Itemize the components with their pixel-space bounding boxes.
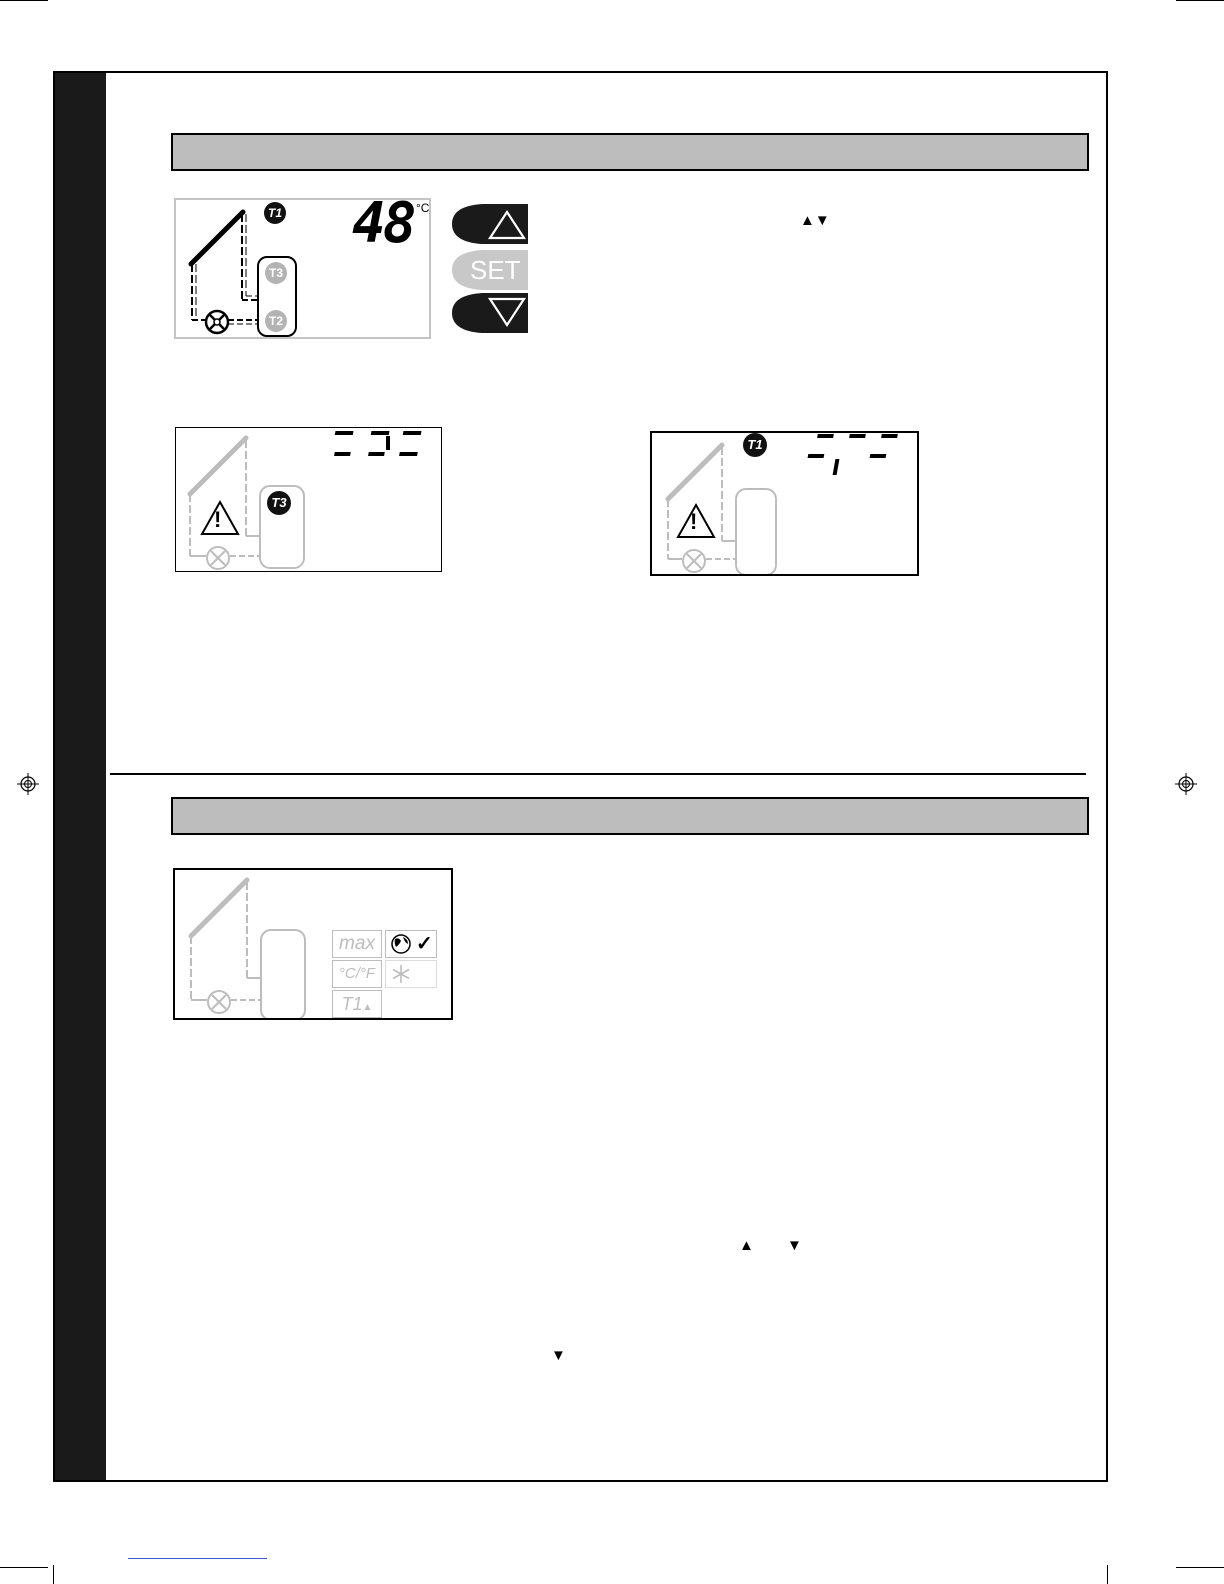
warning-icon: ! [214, 507, 222, 532]
crop-mark [1107, 1565, 1108, 1584]
sensor-select-label: T1 [341, 994, 363, 1014]
crop-mark [0, 1567, 48, 1568]
down-button[interactable] [452, 293, 528, 333]
sensor-t3-label: T3 [271, 495, 287, 510]
sensor-t1-label: T1 [747, 437, 763, 452]
down-arrow-icon: ▼ [551, 1347, 566, 1364]
snowflake-icon [391, 964, 411, 984]
max-label: max [339, 933, 375, 954]
triangle-up-icon [452, 204, 528, 244]
globe-setting-box [385, 930, 437, 958]
sensor-t1-badge [743, 433, 767, 457]
up-arrow-icon: ▲ [739, 1237, 754, 1254]
sensor-t1-badge [264, 202, 286, 224]
sensor-select-box [332, 990, 382, 1018]
up-down-small-icon: ▲ [362, 1002, 373, 1013]
up-down-arrows-icon: ▲▼ [800, 212, 830, 229]
crop-mark [1176, 1567, 1224, 1568]
sensor-t2-badge [265, 310, 287, 332]
warning-icon: ! [690, 509, 698, 534]
footer-link-underline [128, 1558, 267, 1559]
lcd-display-error-t3 [175, 427, 442, 572]
unit-toggle-label: °C/°F [338, 965, 376, 982]
crop-mark [53, 1565, 54, 1584]
section-header-bar-1 [171, 133, 1089, 171]
section-header-bar-2 [171, 797, 1089, 835]
sensor-t1-label: T1 [267, 206, 282, 220]
frost-setting-box [385, 960, 437, 988]
triangle-down-icon [452, 293, 528, 333]
sensor-t3-label: T3 [268, 266, 283, 280]
unit-toggle-box [332, 960, 382, 988]
set-button[interactable] [452, 250, 528, 290]
down-arrow-icon: ▼ [787, 1237, 802, 1254]
lcd-display-settings [173, 868, 453, 1020]
temperature-unit: °C [416, 201, 430, 215]
sensor-t3-badge [265, 262, 287, 284]
globe-icon [390, 933, 412, 955]
sensor-t3-badge [267, 491, 291, 515]
sensor-t2-label: T2 [268, 314, 283, 328]
registration-mark-left [17, 773, 39, 795]
lcd-display-main [174, 191, 431, 339]
registration-mark-right [1175, 773, 1197, 795]
temperature-readout: 48 [352, 191, 414, 256]
up-button[interactable] [452, 204, 528, 244]
crop-mark [1176, 0, 1224, 1]
max-setting-box [332, 930, 382, 958]
set-button-label: SET [470, 255, 521, 285]
crop-mark [0, 0, 48, 1]
checkmark-icon: ✓ [416, 933, 433, 955]
section-divider [110, 773, 1086, 775]
lcd-display-error-t1 [650, 431, 919, 576]
